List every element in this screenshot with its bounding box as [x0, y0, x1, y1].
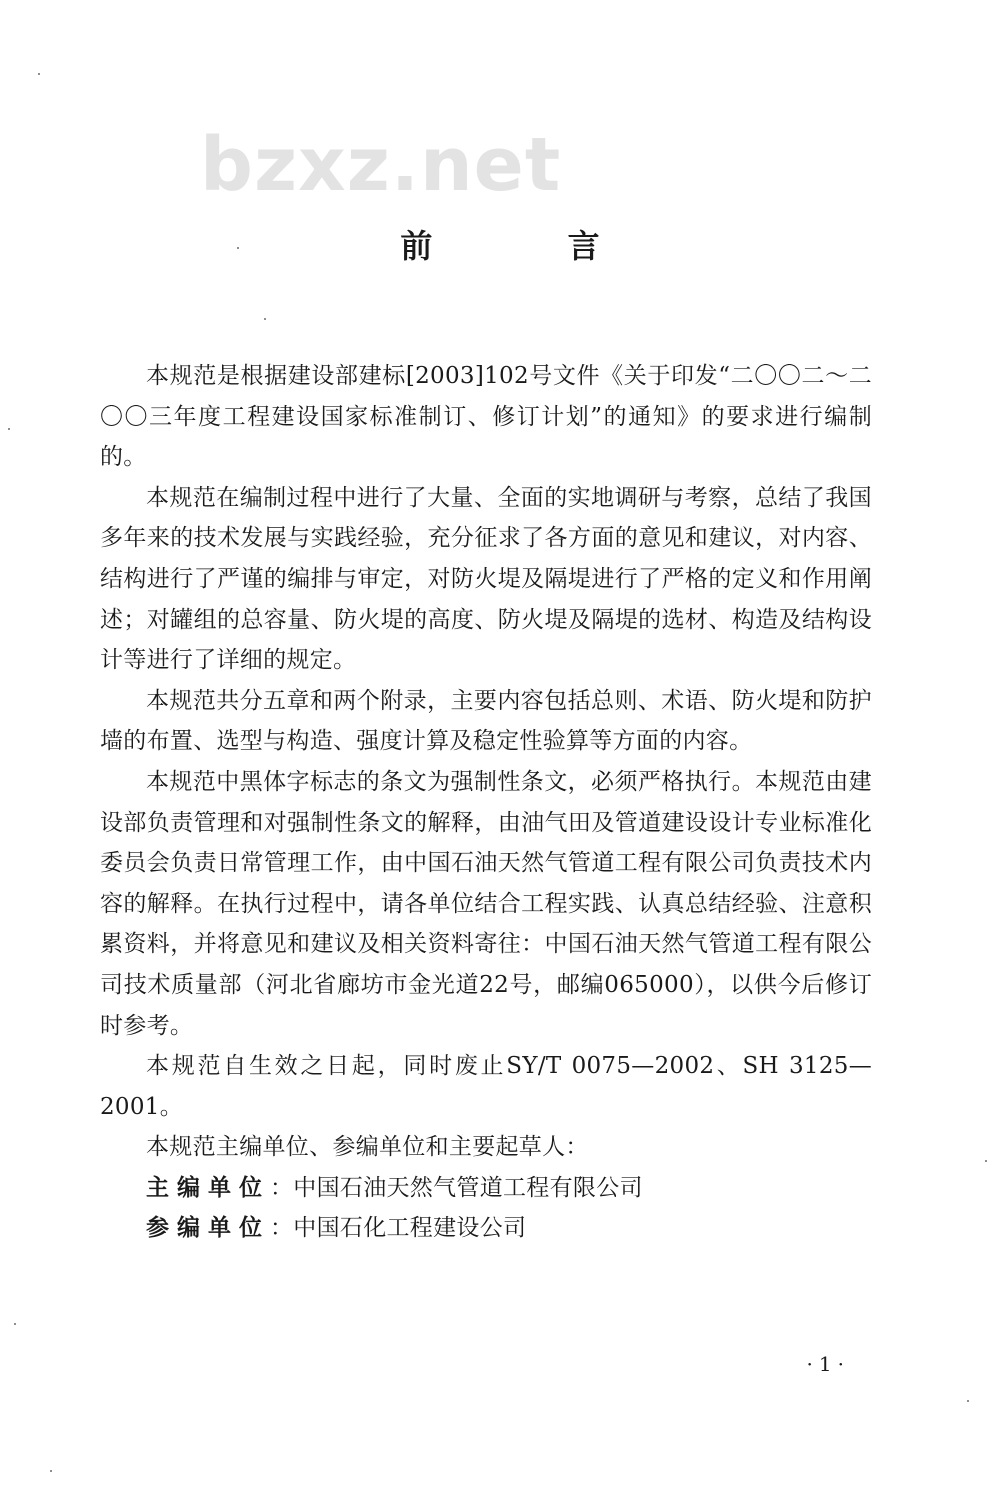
participant-unit-label: 参编单位 — [146, 1215, 270, 1242]
preface-body — [100, 356, 872, 1249]
chief-unit-line — [100, 1168, 872, 1209]
scan-speck — [14, 1323, 16, 1325]
participant-unit-value: ：中国石化工程建设公司 — [270, 1215, 527, 1242]
scan-speck — [38, 73, 40, 75]
scan-speck — [264, 318, 266, 320]
page-number: ·1· — [806, 1352, 850, 1376]
chief-unit-value: ：中国石油天然气管道工程有限公司 — [270, 1174, 643, 1201]
participant-unit-line — [100, 1208, 872, 1249]
scan-speck — [8, 428, 10, 430]
paragraph: 本规范共分五章和两个附录，主要内容包括总则、术语、防火堤和防护墙的布置、选型与构造、强度计算及稳定性验算等方面的内容。 — [100, 687, 872, 755]
watermark: bzxz.net — [200, 122, 562, 208]
paragraph: 本规范在编制过程中进行了大量、全面的实地调研与考察，总结了我国多年来的技术发展与实践经验，充分征求了各方面的意见和建议，对内容、结构进行了严谨的编排与审定，对防火堤及隔堤进行了严格的定义和作用阐述；对罐组的总容量、防火堤的高度、防火堤及隔堤的选材、构造及结构设计等进行了详细的规定。 — [100, 484, 872, 674]
page-title: 前 言 — [400, 227, 662, 265]
paragraph: 本规范中黑体字标志的条文为强制性条文，必须严格执行。本规范由建设部负责管理和对强制性条文的解释，由油气田及管道建设设计专业标准化委员会负责日常管理工作，由中国石油天然气管道工程有限公司负责技术内容的解释。在执行过程中，请各单位结合工程实践、认真总结经验、注意积累资料，并将意见和建议及相关资料寄往：中国石油天然气管道工程有限公司技术质量部（河北省廊坊市金光道22号，邮编065000），以供今后修订时参考。 — [100, 768, 872, 1039]
paragraph: 本规范自生效之日起，同时废止SY/T 0075—2002、SH 3125—2001。 — [100, 1053, 872, 1120]
scan-speck — [50, 1470, 52, 1472]
paragraph: 本规范是根据建设部建标[2003]102号文件《关于印发“二〇〇二～二〇〇三年度工程建设国家标准制订、修订计划”的通知》的要求进行编制的。 — [100, 363, 872, 471]
scan-speck — [967, 1400, 969, 1402]
paragraph: 本规范主编单位、参编单位和主要起草人： — [146, 1134, 589, 1161]
chief-unit-label: 主编单位 — [146, 1174, 270, 1201]
scan-speck — [985, 1160, 987, 1162]
scan-speck — [237, 247, 239, 249]
